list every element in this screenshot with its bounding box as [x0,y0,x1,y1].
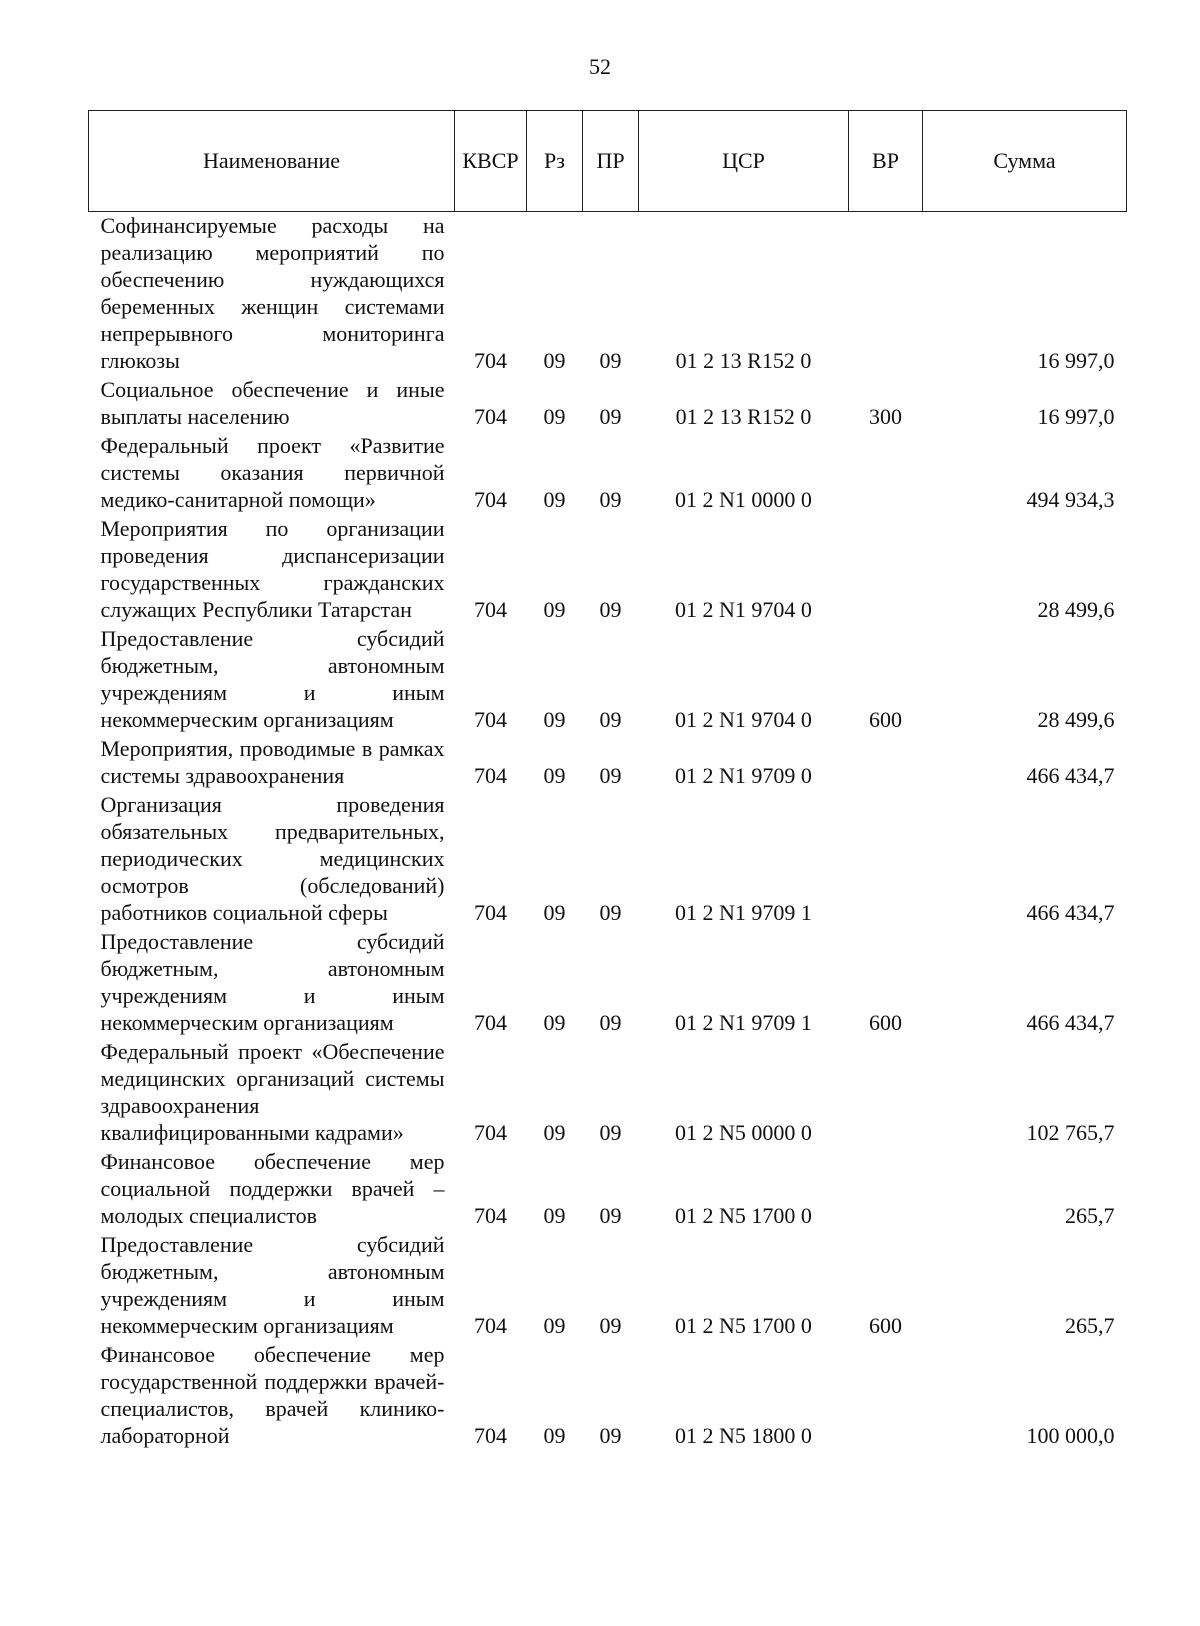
row-vr [849,432,923,515]
row-kvsr: 704 [474,763,507,788]
row-rz: 09 [543,1010,566,1035]
row-csr: 01 2 N5 1800 0 [675,1423,812,1448]
table-row [89,1341,1127,1451]
table-row [89,1231,1127,1341]
table-row [89,735,1127,791]
row-vr: 300 [869,404,902,429]
page-number: 52 [589,54,611,79]
row-kvsr: 704 [474,348,507,373]
table-row [89,1148,1127,1231]
row-csr: 01 2 13 R152 0 [675,404,812,429]
row-pr: 09 [599,404,622,429]
table-row [89,791,1127,928]
row-rz: 09 [543,1423,566,1448]
row-sum: 466 434,7 [1026,763,1115,788]
row-kvsr: 704 [474,1010,507,1035]
table-row [89,1038,1127,1148]
row-pr: 09 [599,900,622,925]
row-csr: 01 2 13 R152 0 [675,348,812,373]
table-row [89,625,1127,735]
row-csr: 01 2 N1 9704 0 [675,707,812,732]
row-sum: 16 997,0 [1037,404,1115,429]
row-rz: 09 [543,597,566,622]
row-kvsr: 704 [474,1120,507,1145]
row-name: Организация проведения обязательных предварительных, периодических медицинских осмотров (обследований) работников социальной сферы [100,792,445,925]
row-name: Федеральный проект «Развитие системы оказания первичной медико-санитарной помощи» [100,433,445,512]
header-vr: ВР [849,111,923,212]
row-vr [849,1341,923,1451]
row-vr: 600 [869,1010,902,1035]
row-sum: 265,7 [1065,1313,1115,1338]
header-kvsr: КВСР [455,111,527,212]
row-sum: 494 934,3 [1026,487,1115,512]
row-pr: 09 [599,1203,622,1228]
table-row [89,376,1127,432]
row-csr: 01 2 N5 1700 0 [675,1203,812,1228]
row-kvsr: 704 [474,404,507,429]
row-name: Предоставление субсидий бюджетным, автономным учреждениям и иным некоммерческим организациям [100,929,445,1035]
row-sum: 466 434,7 [1026,1010,1115,1035]
row-rz: 09 [543,487,566,512]
row-pr: 09 [599,1423,622,1448]
row-vr: 600 [869,707,902,732]
row-pr: 09 [599,348,622,373]
row-name: Предоставление субсидий бюджетным, автономным учреждениям и иным некоммерческим организациям [100,626,445,732]
row-vr [849,791,923,928]
budget-table [88,110,1127,1451]
table-row [89,432,1127,515]
row-kvsr: 704 [474,707,507,732]
table-row [89,515,1127,625]
row-vr: 600 [869,1313,902,1338]
row-name: Софинансируемые расходы на реализацию мероприятий по обеспечению нуждающихся беременных женщин системами непрерывного мониторинга глюкозы [100,213,445,373]
row-csr: 01 2 N1 9709 1 [675,900,812,925]
row-csr: 01 2 N1 9704 0 [675,597,812,622]
row-rz: 09 [543,1313,566,1338]
row-vr [849,212,923,377]
row-sum: 102 765,7 [1026,1120,1115,1145]
row-name: Финансовое обеспечение мер социальной поддержки врачей – молодых специалистов [100,1149,445,1228]
row-kvsr: 704 [474,597,507,622]
row-pr: 09 [599,597,622,622]
row-rz: 09 [543,900,566,925]
row-pr: 09 [599,1010,622,1035]
header-rz: Рз [527,111,583,212]
row-name: Мероприятия, проводимые в рамках системы здравоохранения [100,736,445,788]
row-pr: 09 [599,487,622,512]
row-vr [849,515,923,625]
row-csr: 01 2 N1 9709 1 [675,1010,812,1035]
row-name: Социальное обеспечение и иные выплаты населению [100,377,445,429]
row-name: Федеральный проект «Обеспечение медицинских организаций системы здравоохранения квалифицированными кадрами» [100,1039,445,1145]
header-sum: Сумма [923,111,1127,212]
header-csr: ЦСР [639,111,849,212]
row-csr: 01 2 N1 9709 0 [675,763,812,788]
table-row [89,928,1127,1038]
row-csr: 01 2 N5 1700 0 [675,1313,812,1338]
row-name: Финансовое обеспечение мер государственной поддержки врачей-специалистов, врачей клинико-лабораторной [100,1342,445,1448]
header-name: Наименование [89,111,455,212]
row-name: Предоставление субсидий бюджетным, автономным учреждениям и иным некоммерческим организациям [100,1232,445,1338]
row-rz: 09 [543,763,566,788]
row-rz: 09 [543,707,566,732]
row-kvsr: 704 [474,1313,507,1338]
row-kvsr: 704 [474,487,507,512]
row-sum: 16 997,0 [1037,348,1115,373]
row-sum: 28 499,6 [1037,707,1115,732]
row-kvsr: 704 [474,900,507,925]
row-vr [849,1038,923,1148]
row-rz: 09 [543,1120,566,1145]
row-pr: 09 [599,707,622,732]
table-row [89,212,1127,377]
row-name: Мероприятия по организации проведения диспансеризации государственных гражданских служащих Республики Татарстан [100,516,445,622]
row-sum: 466 434,7 [1026,900,1115,925]
row-pr: 09 [599,1120,622,1145]
row-rz: 09 [543,404,566,429]
row-sum: 100 000,0 [1026,1423,1115,1448]
row-pr: 09 [599,1313,622,1338]
row-kvsr: 704 [474,1203,507,1228]
row-csr: 01 2 N5 0000 0 [675,1120,812,1145]
row-csr: 01 2 N1 0000 0 [675,487,812,512]
row-kvsr: 704 [474,1423,507,1448]
row-pr: 09 [599,763,622,788]
row-rz: 09 [543,348,566,373]
table-header-row [89,111,1127,212]
header-pr: ПР [583,111,639,212]
row-sum: 28 499,6 [1037,597,1115,622]
row-vr [849,735,923,791]
row-vr [849,1148,923,1231]
row-sum: 265,7 [1065,1203,1115,1228]
row-rz: 09 [543,1203,566,1228]
